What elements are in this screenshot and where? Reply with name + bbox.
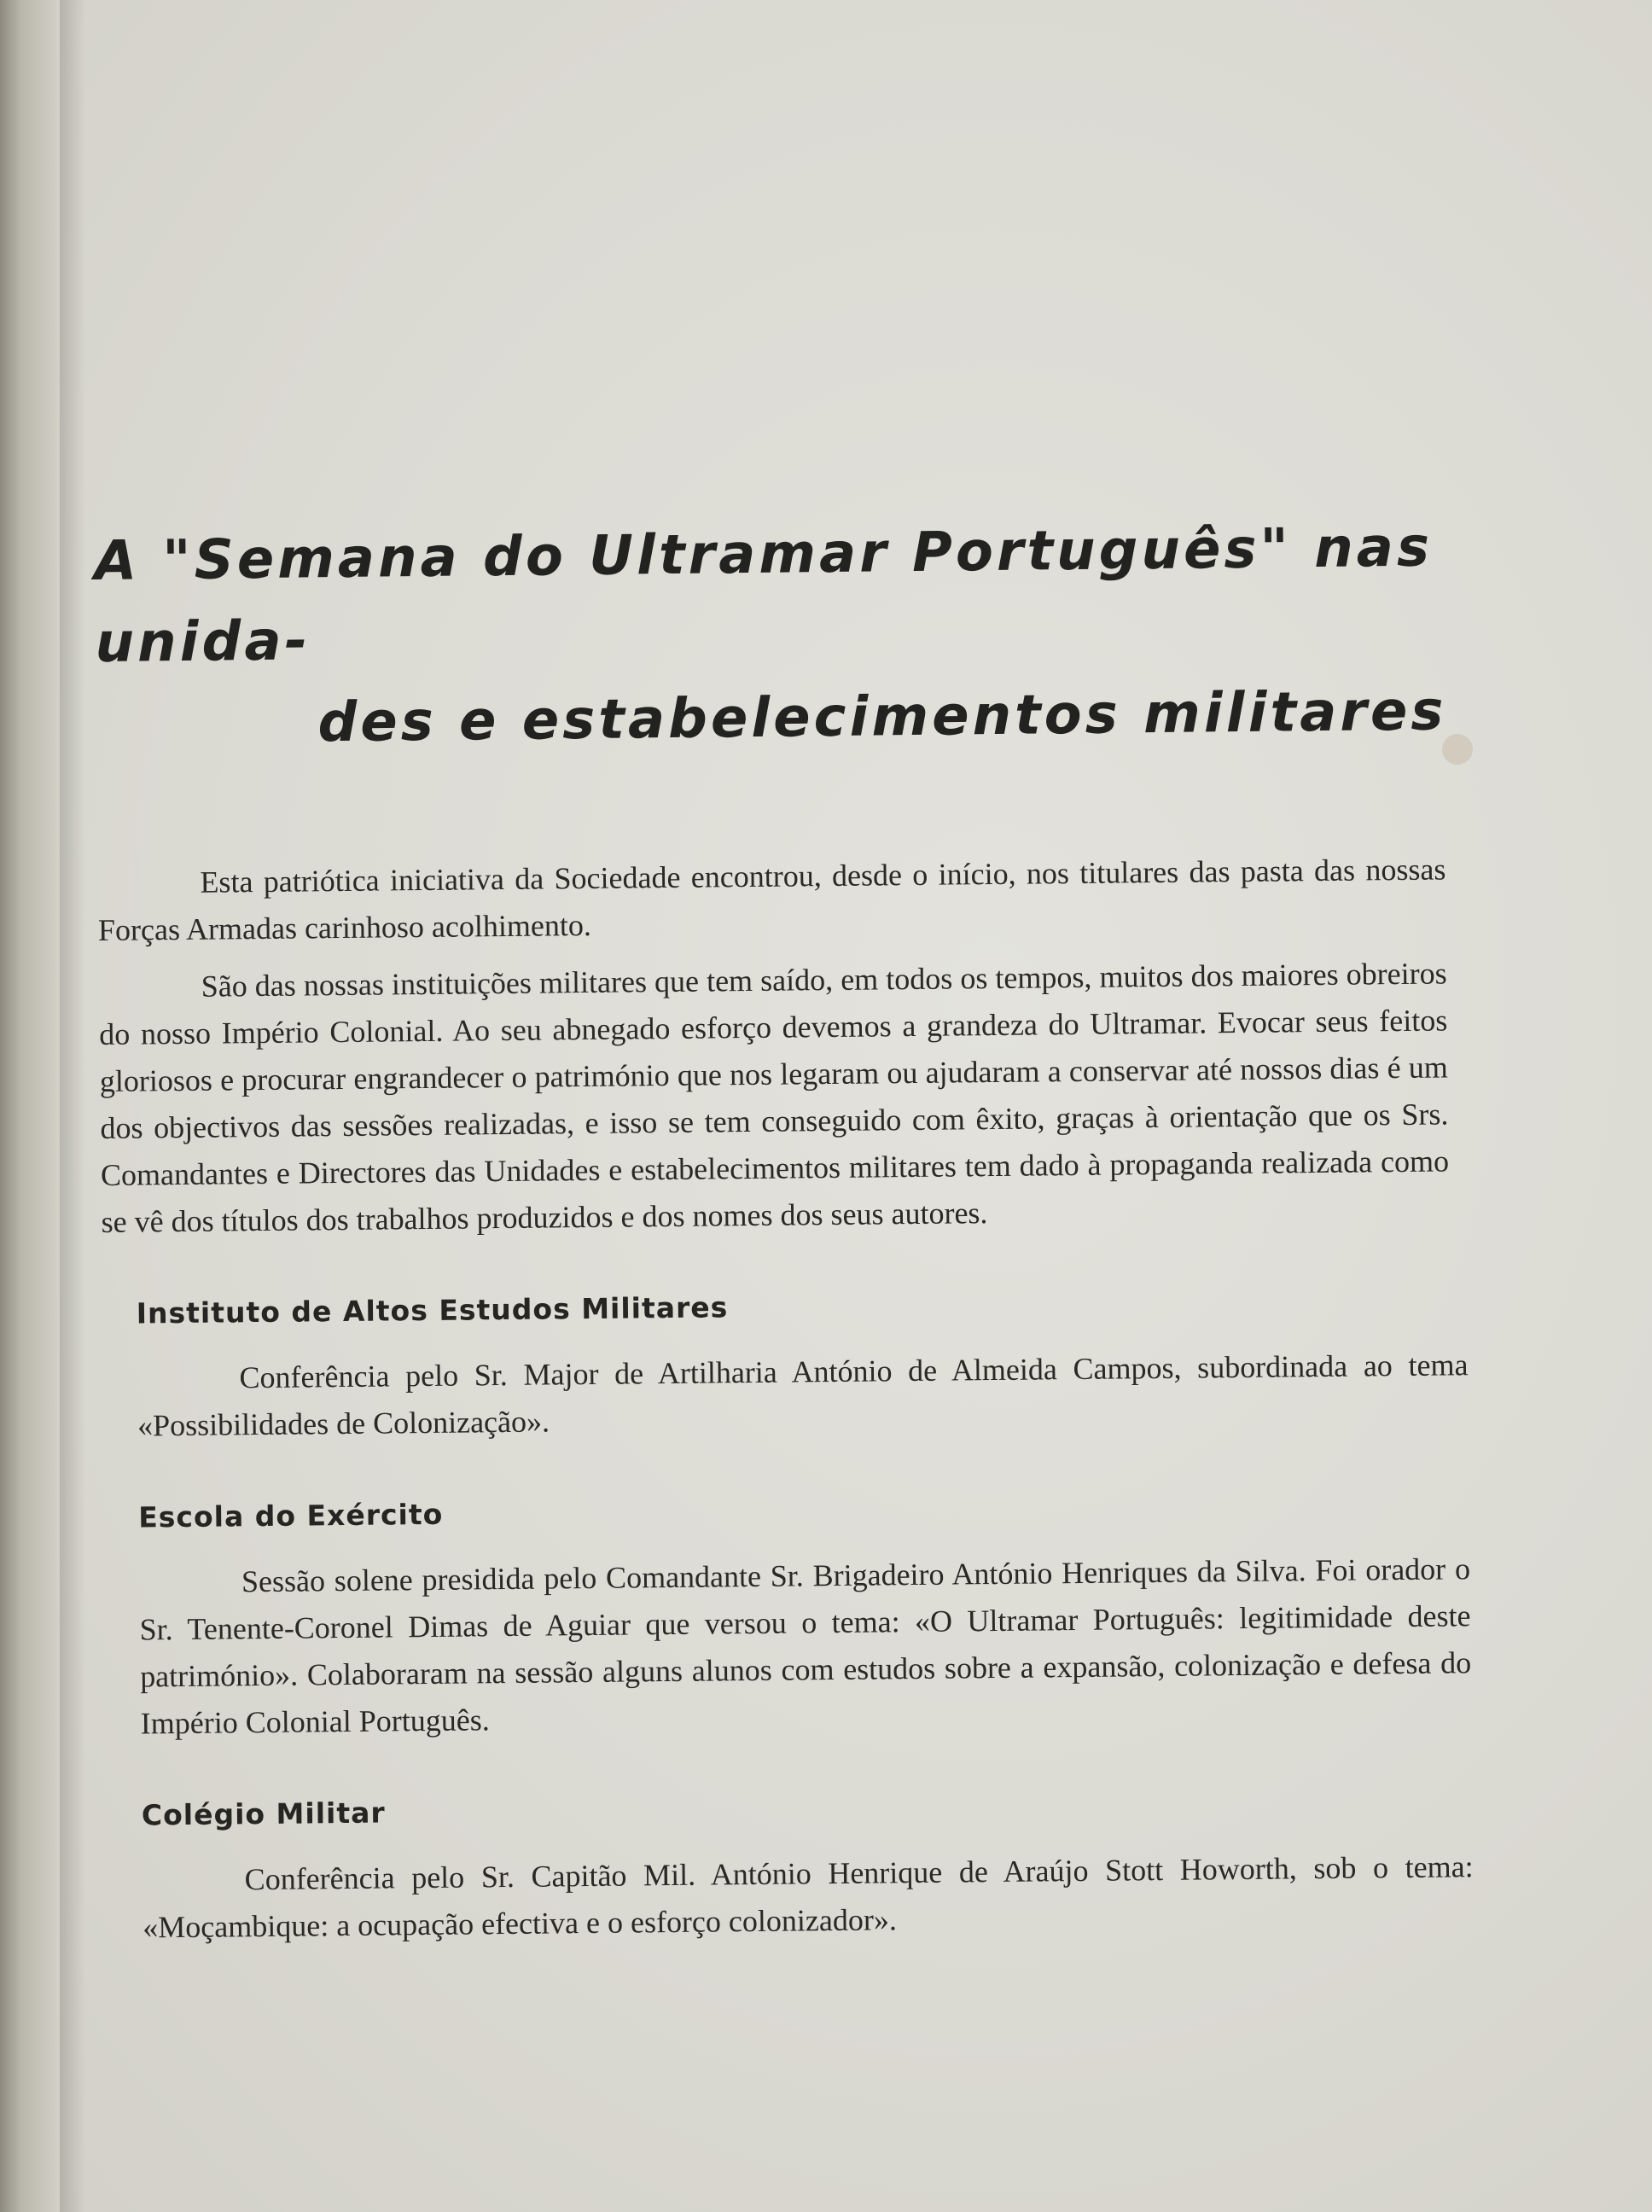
section-heading: Colégio Militar xyxy=(141,1796,386,1832)
intro-paragraph: São das nossas instituições militares que tem saído, em todos os tempos, muitos dos maiores obreiros do nosso Império Colonial. Ao seu abnegado esforço devemos a grandeza do Ultramar. Evocar seus feitos gloriosos e procurar engrandecer o património que nos legaram ou ajudaram a conservar até nossos dias é um dos objectivos das sessões realizadas, e isso se tem conseguido com êxito, graças à orientação que os Srs. Comandantes e Directores das Unidades e estabelecimentos militares tem dado à propaganda realizada como se vê dos títulos dos trabalhos produzidos e dos nomes dos seus autores. xyxy=(99,956,1450,1239)
article-title xyxy=(94,506,1462,766)
title-line-1: A "Semana do Ultramar Português" nas unida- xyxy=(94,515,1434,675)
article xyxy=(94,506,1474,1952)
section-heading: Escola do Exército xyxy=(138,1497,444,1534)
section-text: Conferência pelo Sr. Major de Artilharia António de Almeida Campos, subordinada ao tema «Possibilidades de Colonização». xyxy=(137,1348,1469,1443)
book-binding-edge xyxy=(0,0,60,2212)
section-heading: Instituto de Altos Estudos Militares xyxy=(136,1290,729,1330)
page-shadow xyxy=(60,0,85,2212)
intro-text xyxy=(97,846,1450,1246)
intro-paragraph: Esta patriótica iniciativa da Sociedade encontrou, desde o início, nos titulares das pasta das nossas Forças Armadas carinhoso acolhimento. xyxy=(97,852,1446,947)
section-text: Sessão solene presidida pelo Comandante Sr. Brigadeiro António Henriques da Silva. Foi orador o Sr. Tenente-Coronel Dimas de Aguiar que versou o tema: «O Ultramar Português: legitimidade deste património». Colaboraram na sessão alguns alunos com estudos sobre a expansão, colonização e defesa do Império Colonial Português. xyxy=(139,1551,1472,1741)
section-escola xyxy=(104,1487,1472,1748)
section-colegio xyxy=(108,1784,1475,1952)
section-text: Conferência pelo Sr. Capitão Mil. António Henrique de Araújo Stott Howorth, sob o tema: «Moçambique: a ocupação efectiva e o esforço colonizador». xyxy=(143,1849,1474,1945)
section-instituto xyxy=(102,1283,1469,1450)
title-line-2: des e estabelecimentos militares xyxy=(317,679,1447,755)
